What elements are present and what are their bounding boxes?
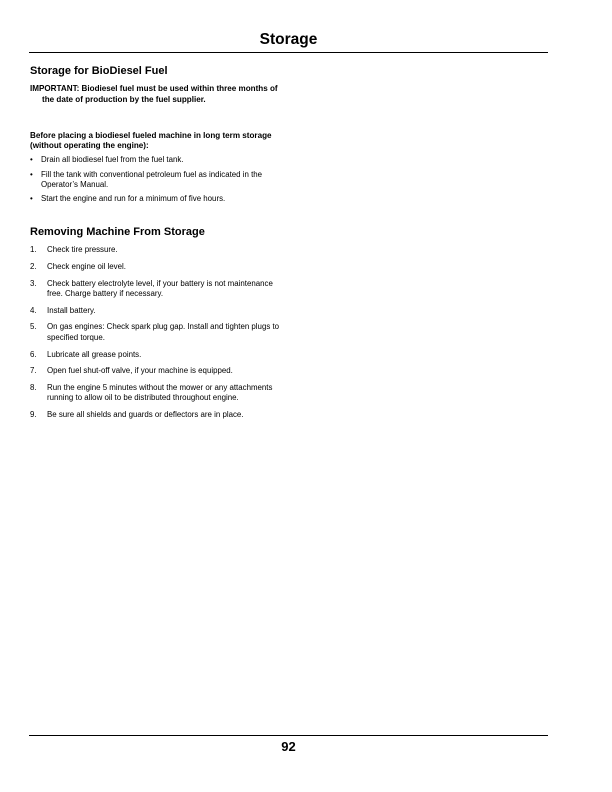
content-column <box>30 65 282 427</box>
important-note: IMPORTANT: Biodiesel fuel must be used within three months of the date of production by the fuel supplier. <box>30 84 278 104</box>
step-text: Open fuel shut-off valve, if your machine is equipped. <box>47 366 233 376</box>
list-item <box>30 350 282 360</box>
storage-intro: Before placing a biodiesel fueled machine in long term storage (without operating the engine): <box>30 131 272 151</box>
step-number: 5. <box>30 322 37 332</box>
step-number: 6. <box>30 349 37 359</box>
step-text: Check engine oil level. <box>47 261 126 271</box>
page-title: Storage <box>259 31 318 48</box>
step-text: Lubricate all grease points. <box>47 349 142 359</box>
step-text: On gas engines: Check spark plug gap. Install and tighten plugs to specified torque. <box>47 322 280 342</box>
list-item <box>30 245 282 255</box>
list-item <box>30 410 282 420</box>
step-text: Run the engine 5 minutes without the mower or any attachments running to allow oil to be distributed throughout engine. <box>47 382 273 403</box>
list-item <box>30 170 282 190</box>
list-item <box>30 194 282 204</box>
list-item <box>30 383 282 404</box>
list-item <box>30 262 282 272</box>
list-item <box>30 155 282 165</box>
bullet-marker: • <box>30 194 33 204</box>
list-item <box>30 279 282 300</box>
step-text: Check tire pressure. <box>47 245 118 255</box>
step-number: 4. <box>30 305 37 315</box>
bullet-marker: • <box>30 155 33 165</box>
list-item-text: Start the engine and run for a minimum of five hours. <box>41 194 226 204</box>
step-text: Be sure all shields and guards or deflectors are in place. <box>47 410 244 420</box>
removal-steps-list <box>30 245 282 420</box>
list-item-text: Drain all biodiesel fuel from the fuel tank. <box>41 155 184 165</box>
list-item <box>30 322 282 343</box>
list-item-text: Fill the tank with conventional petroleum fuel as indicated in the Operator’s Manual. <box>41 169 263 189</box>
section-title-removing-from-storage: Removing Machine From Storage <box>30 226 205 239</box>
step-number: 2. <box>30 261 37 271</box>
list-item <box>30 306 282 316</box>
step-text: Install battery. <box>47 305 96 315</box>
storage-bullet-list <box>30 155 282 204</box>
page-header <box>29 31 548 53</box>
page-number: 92 <box>281 739 296 754</box>
step-text: Check battery electrolyte level, if your battery is not maintenance free. Charge battery if necessary. <box>47 278 273 298</box>
step-number: 7. <box>30 366 37 376</box>
section-title-biodiesel-storage: Storage for BioDiesel Fuel <box>30 65 168 77</box>
step-number: 9. <box>30 410 37 420</box>
step-number: 8. <box>30 382 37 392</box>
step-number: 1. <box>30 245 37 255</box>
step-number: 3. <box>30 278 37 288</box>
bullet-marker: • <box>30 169 33 179</box>
page-footer <box>29 735 548 754</box>
list-item <box>30 366 282 376</box>
